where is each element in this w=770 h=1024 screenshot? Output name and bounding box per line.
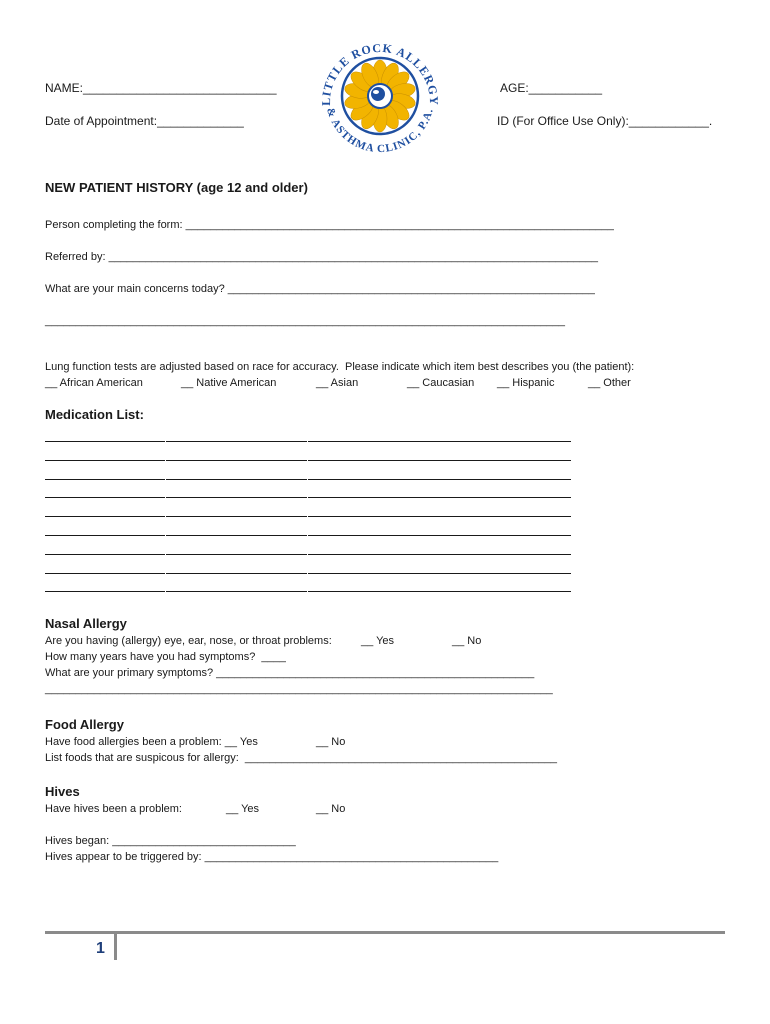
medication-entry-line[interactable] xyxy=(166,573,307,574)
form-title: NEW PATIENT HISTORY (age 12 and older) xyxy=(45,180,308,195)
person-completing-field[interactable]: Person completing the form: ______________________________________________________________________ xyxy=(45,219,614,231)
medication-entry-line[interactable] xyxy=(166,591,307,592)
logo-top-text: LITTLE ROCK ALLERGY xyxy=(318,40,442,106)
nasal-problems-no[interactable]: __ No xyxy=(452,635,482,647)
food-allergy-heading: Food Allergy xyxy=(45,717,124,732)
primary-symptoms-line-2[interactable]: ___________________________________________________________________________________ xyxy=(45,683,553,695)
main-concerns-field[interactable]: What are your main concerns today? ____________________________________________________________ xyxy=(45,283,595,295)
medication-entry-line[interactable] xyxy=(308,479,571,480)
medication-entry-line[interactable] xyxy=(166,554,307,555)
appointment-date-field-label[interactable]: Date of Appointment:_____________ xyxy=(45,114,244,128)
primary-symptoms-field[interactable]: What are your primary symptoms? ____________________________________________________ xyxy=(45,667,535,679)
medication-entry-line[interactable] xyxy=(45,479,165,480)
race-option-caucasian[interactable]: __ Caucasian xyxy=(407,377,475,389)
food-allergy-no[interactable]: __ No xyxy=(316,736,346,748)
medication-entry-line[interactable] xyxy=(45,535,165,536)
hives-problem-no[interactable]: __ No xyxy=(316,803,346,815)
medication-entry-line[interactable] xyxy=(308,516,571,517)
medication-entry-line[interactable] xyxy=(45,516,165,517)
medication-entry-line[interactable] xyxy=(45,554,165,555)
sunflower-icon xyxy=(343,60,416,132)
age-field-label[interactable]: AGE:___________ xyxy=(500,81,603,95)
medication-entry-line[interactable] xyxy=(45,497,165,498)
medication-entry-line[interactable] xyxy=(166,497,307,498)
medication-entry-line[interactable] xyxy=(45,441,165,442)
race-option-asian[interactable]: __ Asian xyxy=(316,377,359,389)
name-field-label[interactable]: NAME:_____________________________ xyxy=(45,81,277,95)
nasal-problems-yes[interactable]: __ Yes xyxy=(361,635,395,647)
office-id-field-label[interactable]: ID (For Office Use Only):____________. xyxy=(497,114,713,128)
race-option-african-american[interactable]: __ African American xyxy=(45,377,143,389)
medication-entry-line[interactable] xyxy=(166,441,307,442)
food-allergy-question[interactable]: Have food allergies been a problem: __ Yes xyxy=(45,736,258,748)
referred-by-field[interactable]: Referred by: ________________________________________________________________________________ xyxy=(45,251,598,263)
medication-list-heading: Medication List: xyxy=(45,407,144,422)
medication-entry-line[interactable] xyxy=(166,535,307,536)
footer-divider xyxy=(45,931,725,934)
race-prompt: Lung function tests are adjusted based on race for accuracy. Please indicate which item best describes you (the patient): xyxy=(45,361,635,373)
medication-entry-line[interactable] xyxy=(45,573,165,574)
nasal-problems-question: Are you having (allergy) eye, ear, nose, or throat problems: xyxy=(45,635,332,647)
medication-entry-line[interactable] xyxy=(308,535,571,536)
nasal-allergy-heading: Nasal Allergy xyxy=(45,616,127,631)
suspicious-foods-field[interactable]: List foods that are suspicous for allergy: ___________________________________________________ xyxy=(45,752,557,764)
footer-page-bar xyxy=(114,934,117,960)
hives-began-field[interactable]: Hives began: ______________________________ xyxy=(45,835,296,847)
medication-entry-line[interactable] xyxy=(45,591,165,592)
symptom-years-field[interactable]: How many years have you had symptoms? ____ xyxy=(45,651,286,663)
race-option-native-american[interactable]: __ Native American xyxy=(181,377,277,389)
hives-triggers-field[interactable]: Hives appear to be triggered by: ________________________________________________ xyxy=(45,851,499,863)
medication-entry-line[interactable] xyxy=(166,479,307,480)
medication-entry-line[interactable] xyxy=(308,591,571,592)
medication-entry-line[interactable] xyxy=(308,497,571,498)
hives-heading: Hives xyxy=(45,784,80,799)
race-option-hispanic[interactable]: __ Hispanic xyxy=(497,377,555,389)
main-concerns-line-2[interactable]: _____________________________________________________________________________________ xyxy=(45,315,566,327)
logo-bottom-text: & ASTHMA CLINIC, P.A. xyxy=(324,106,436,156)
hives-problem-question: Have hives been a problem: xyxy=(45,803,182,815)
medication-entry-line[interactable] xyxy=(45,460,165,461)
medication-entry-line[interactable] xyxy=(166,516,307,517)
medication-entry-line[interactable] xyxy=(308,460,571,461)
clinic-logo xyxy=(312,32,448,158)
race-option-other[interactable]: __ Other xyxy=(588,377,631,389)
medication-entry-line[interactable] xyxy=(166,460,307,461)
medication-entry-line[interactable] xyxy=(308,554,571,555)
page-number: 1 xyxy=(96,940,105,957)
medication-entry-line[interactable] xyxy=(308,573,571,574)
hives-problem-yes[interactable]: __ Yes xyxy=(226,803,260,815)
medication-entry-line[interactable] xyxy=(308,441,571,442)
